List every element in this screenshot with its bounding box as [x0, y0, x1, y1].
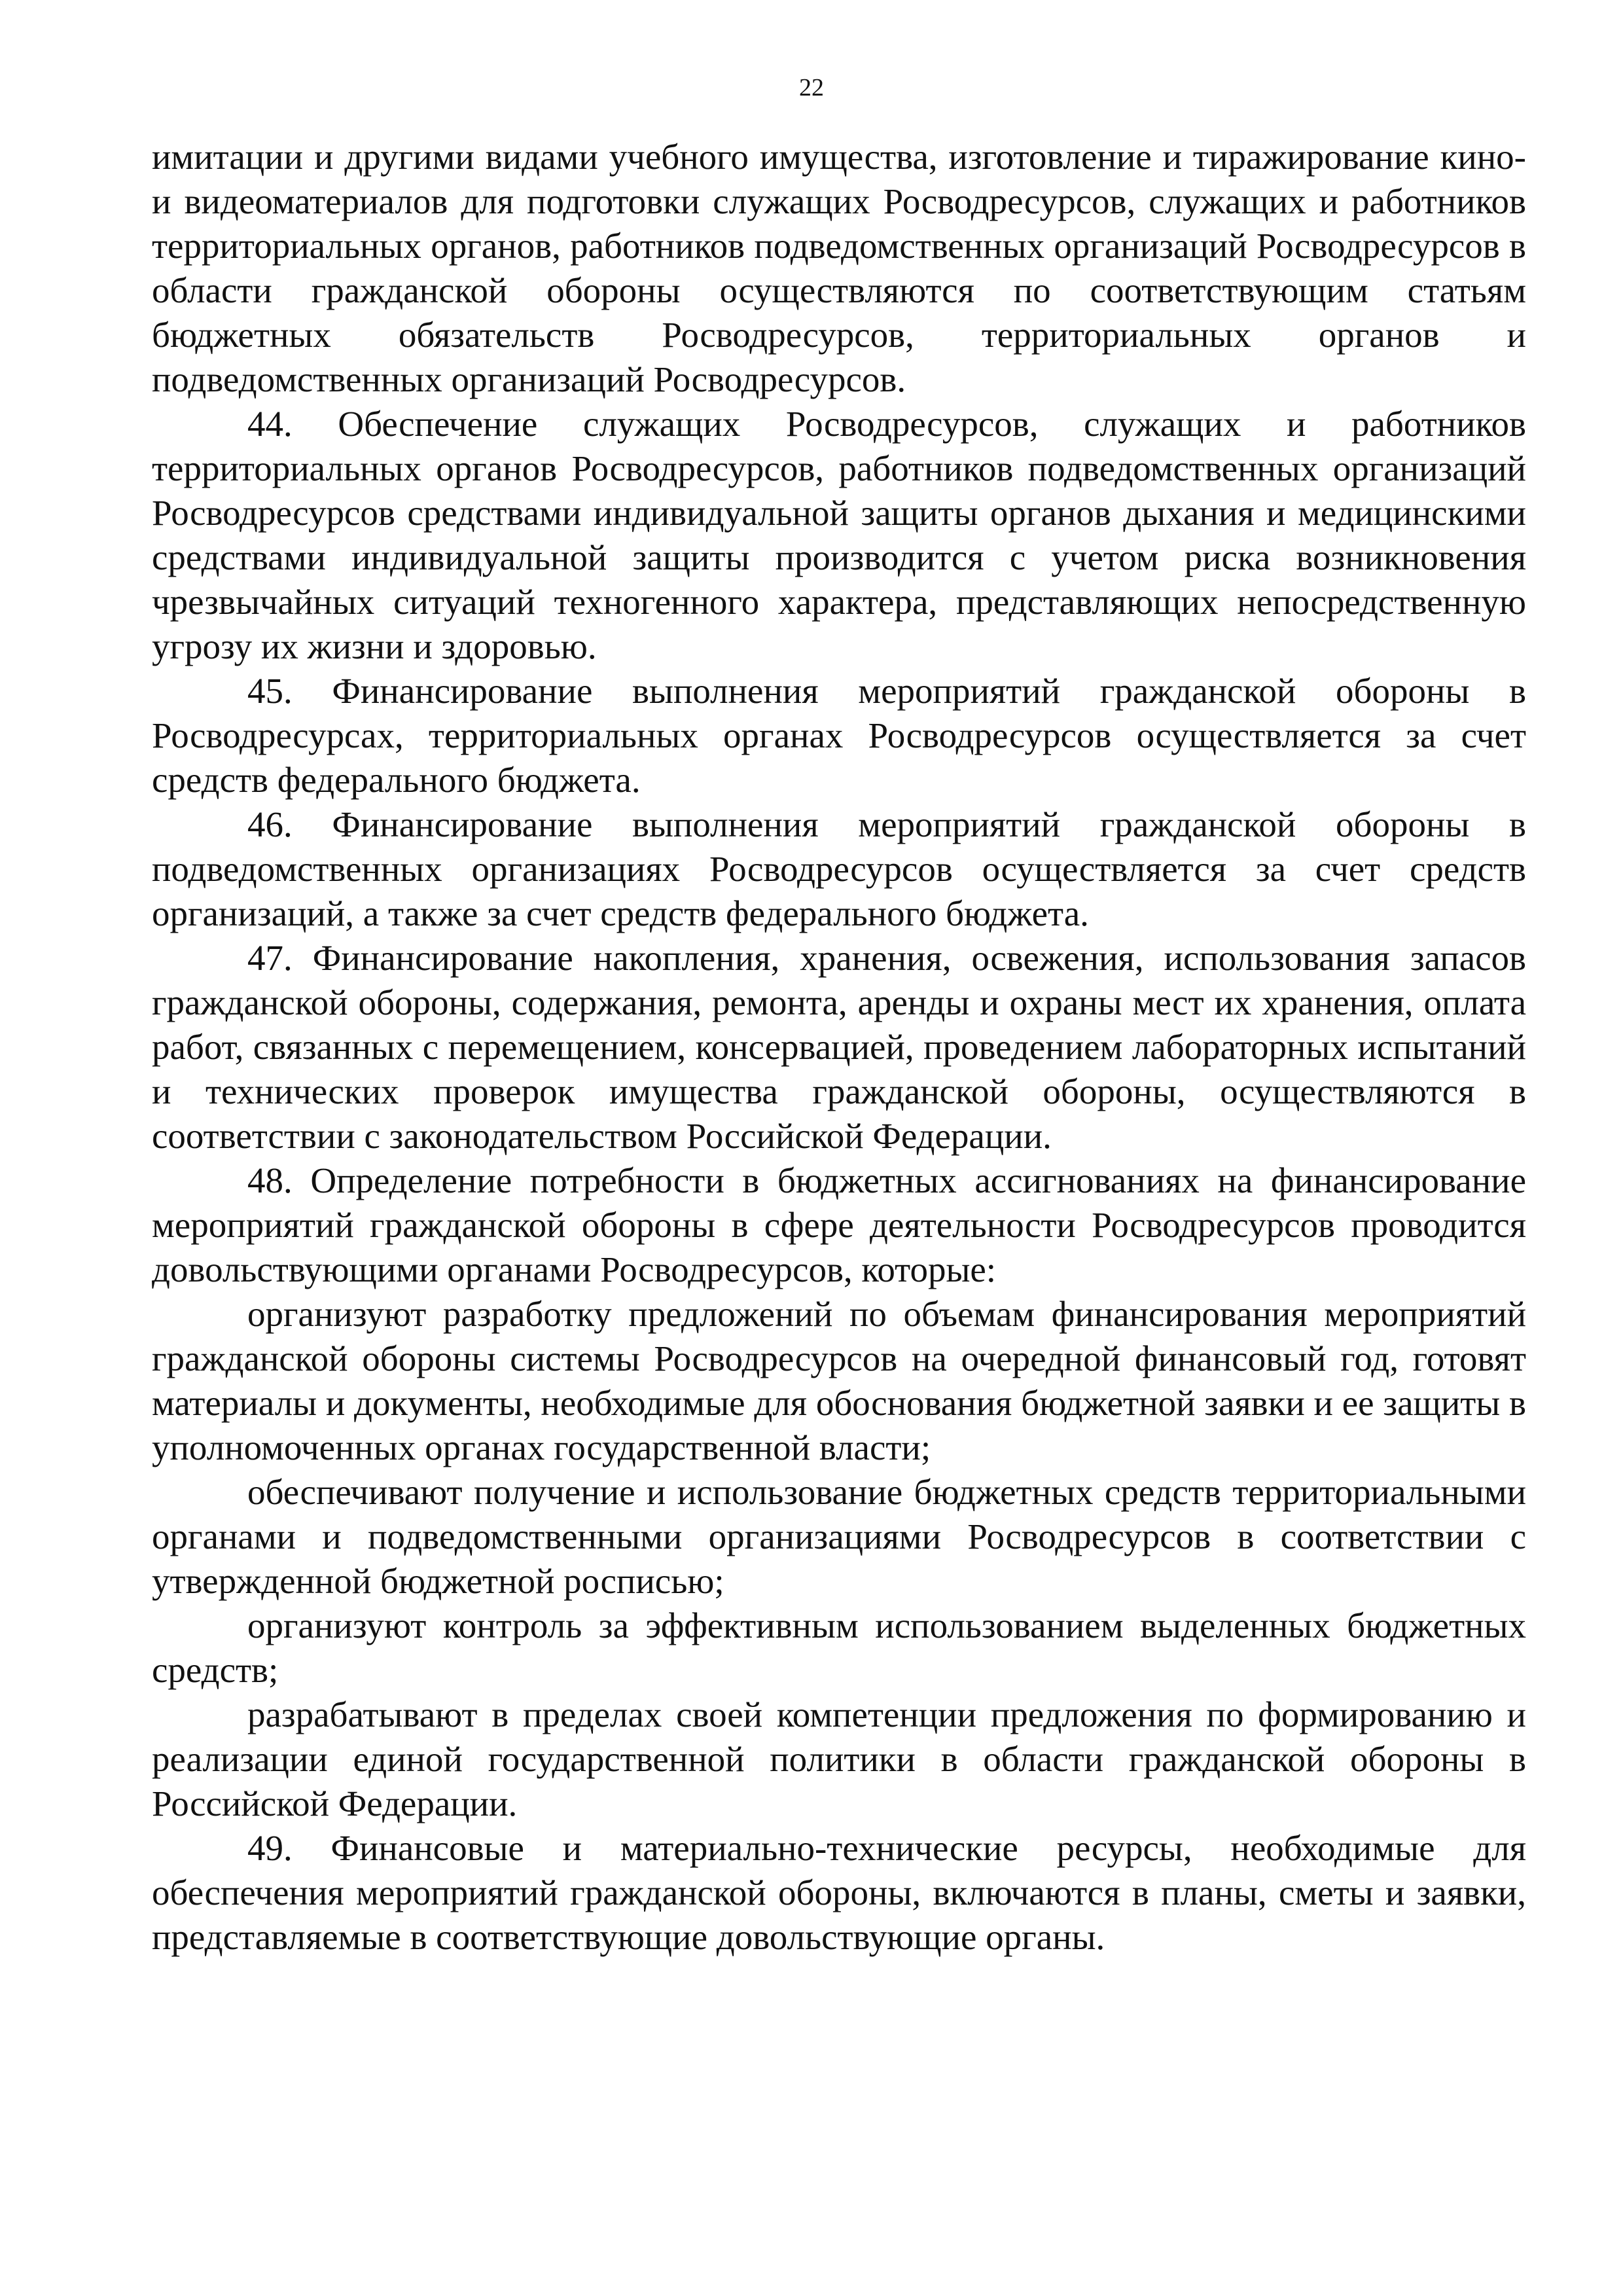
- paragraph-45: 45. Финансирование выполнения мероприятий гражданской обороны в Росводресурсах, территориальных органах Росводресурсов осуществляется за счет средств федерального бюджета.: [152, 671, 1526, 800]
- page-number: 22: [799, 74, 824, 101]
- paragraph-48-item-3: организуют контроль за эффективным использованием выделенных бюджетных средств;: [152, 1605, 1526, 1690]
- paragraph-46: 46. Финансирование выполнения мероприятий гражданской обороны в подведомственных организациях Росводресурсов осуществляется за счет средств организаций, а также за счет средств федерального бюджета.: [152, 804, 1526, 933]
- paragraph-48: 48. Определение потребности в бюджетных ассигнованиях на финансирование мероприятий гражданской обороны в сфере деятельности Росводресурсов проводится довольствующими органами Росводресурсов, которые:: [152, 1160, 1526, 1289]
- document-body: [152, 135, 1526, 1960]
- paragraph-44: 44. Обеспечение служащих Росводресурсов, служащих и работников территориальных органов Росводресурсов, работников подведомственных организаций Росводресурсов средствами индивидуальной защиты органов дыхания и медицинскими средствами индивидуальной защиты производится с учетом риска возникновения чрезвычайных ситуаций техногенного характера, представляющих непосредственную угрозу их жизни и здоровью.: [152, 404, 1526, 666]
- paragraph-47: 47. Финансирование накопления, хранения, освежения, использования запасов гражданской обороны, содержания, ремонта, аренды и охраны мест их хранения, оплата работ, связанных с перемещением, консервацией, проведением лабораторных испытаний и технических проверок имущества гражданской обороны, осуществляются в соответствии с законодательством Российской Федерации.: [152, 938, 1526, 1156]
- paragraph-48-item-1: организуют разработку предложений по объемам финансирования мероприятий гражданской обороны системы Росводресурсов на очередной финансовый год, готовят материалы и документы, необходимые для обоснования бюджетной заявки и ее защиты в уполномоченных органах государственной власти;: [152, 1294, 1526, 1467]
- paragraph-48-item-4: разрабатывают в пределах своей компетенции предложения по формированию и реализации единой государственной политики в области гражданской обороны в Российской Федерации.: [152, 1695, 1526, 1823]
- paragraph-continuation: имитации и другими видами учебного имущества, изготовление и тиражирование кино- и видеоматериалов для подготовки служащих Росводресурсов, служащих и работников территориальных органов, работников подведомственных организаций Росводресурсов в области гражданской обороны осуществляются по соответствующим статьям бюджетных обязательств Росводресурсов, территориальных органов и подведомственных организаций Росводресурсов.: [152, 137, 1526, 399]
- paragraph-49: 49. Финансовые и материально-технические ресурсы, необходимые для обеспечения мероприятий гражданской обороны, включаются в планы, сметы и заявки, представляемые в соответствующие довольствующие органы.: [152, 1828, 1526, 1957]
- paragraph-48-item-2: обеспечивают получение и использование бюджетных средств территориальными органами и подведомственными организациями Росводресурсов в соответствии с утвержденной бюджетной росписью;: [152, 1472, 1526, 1601]
